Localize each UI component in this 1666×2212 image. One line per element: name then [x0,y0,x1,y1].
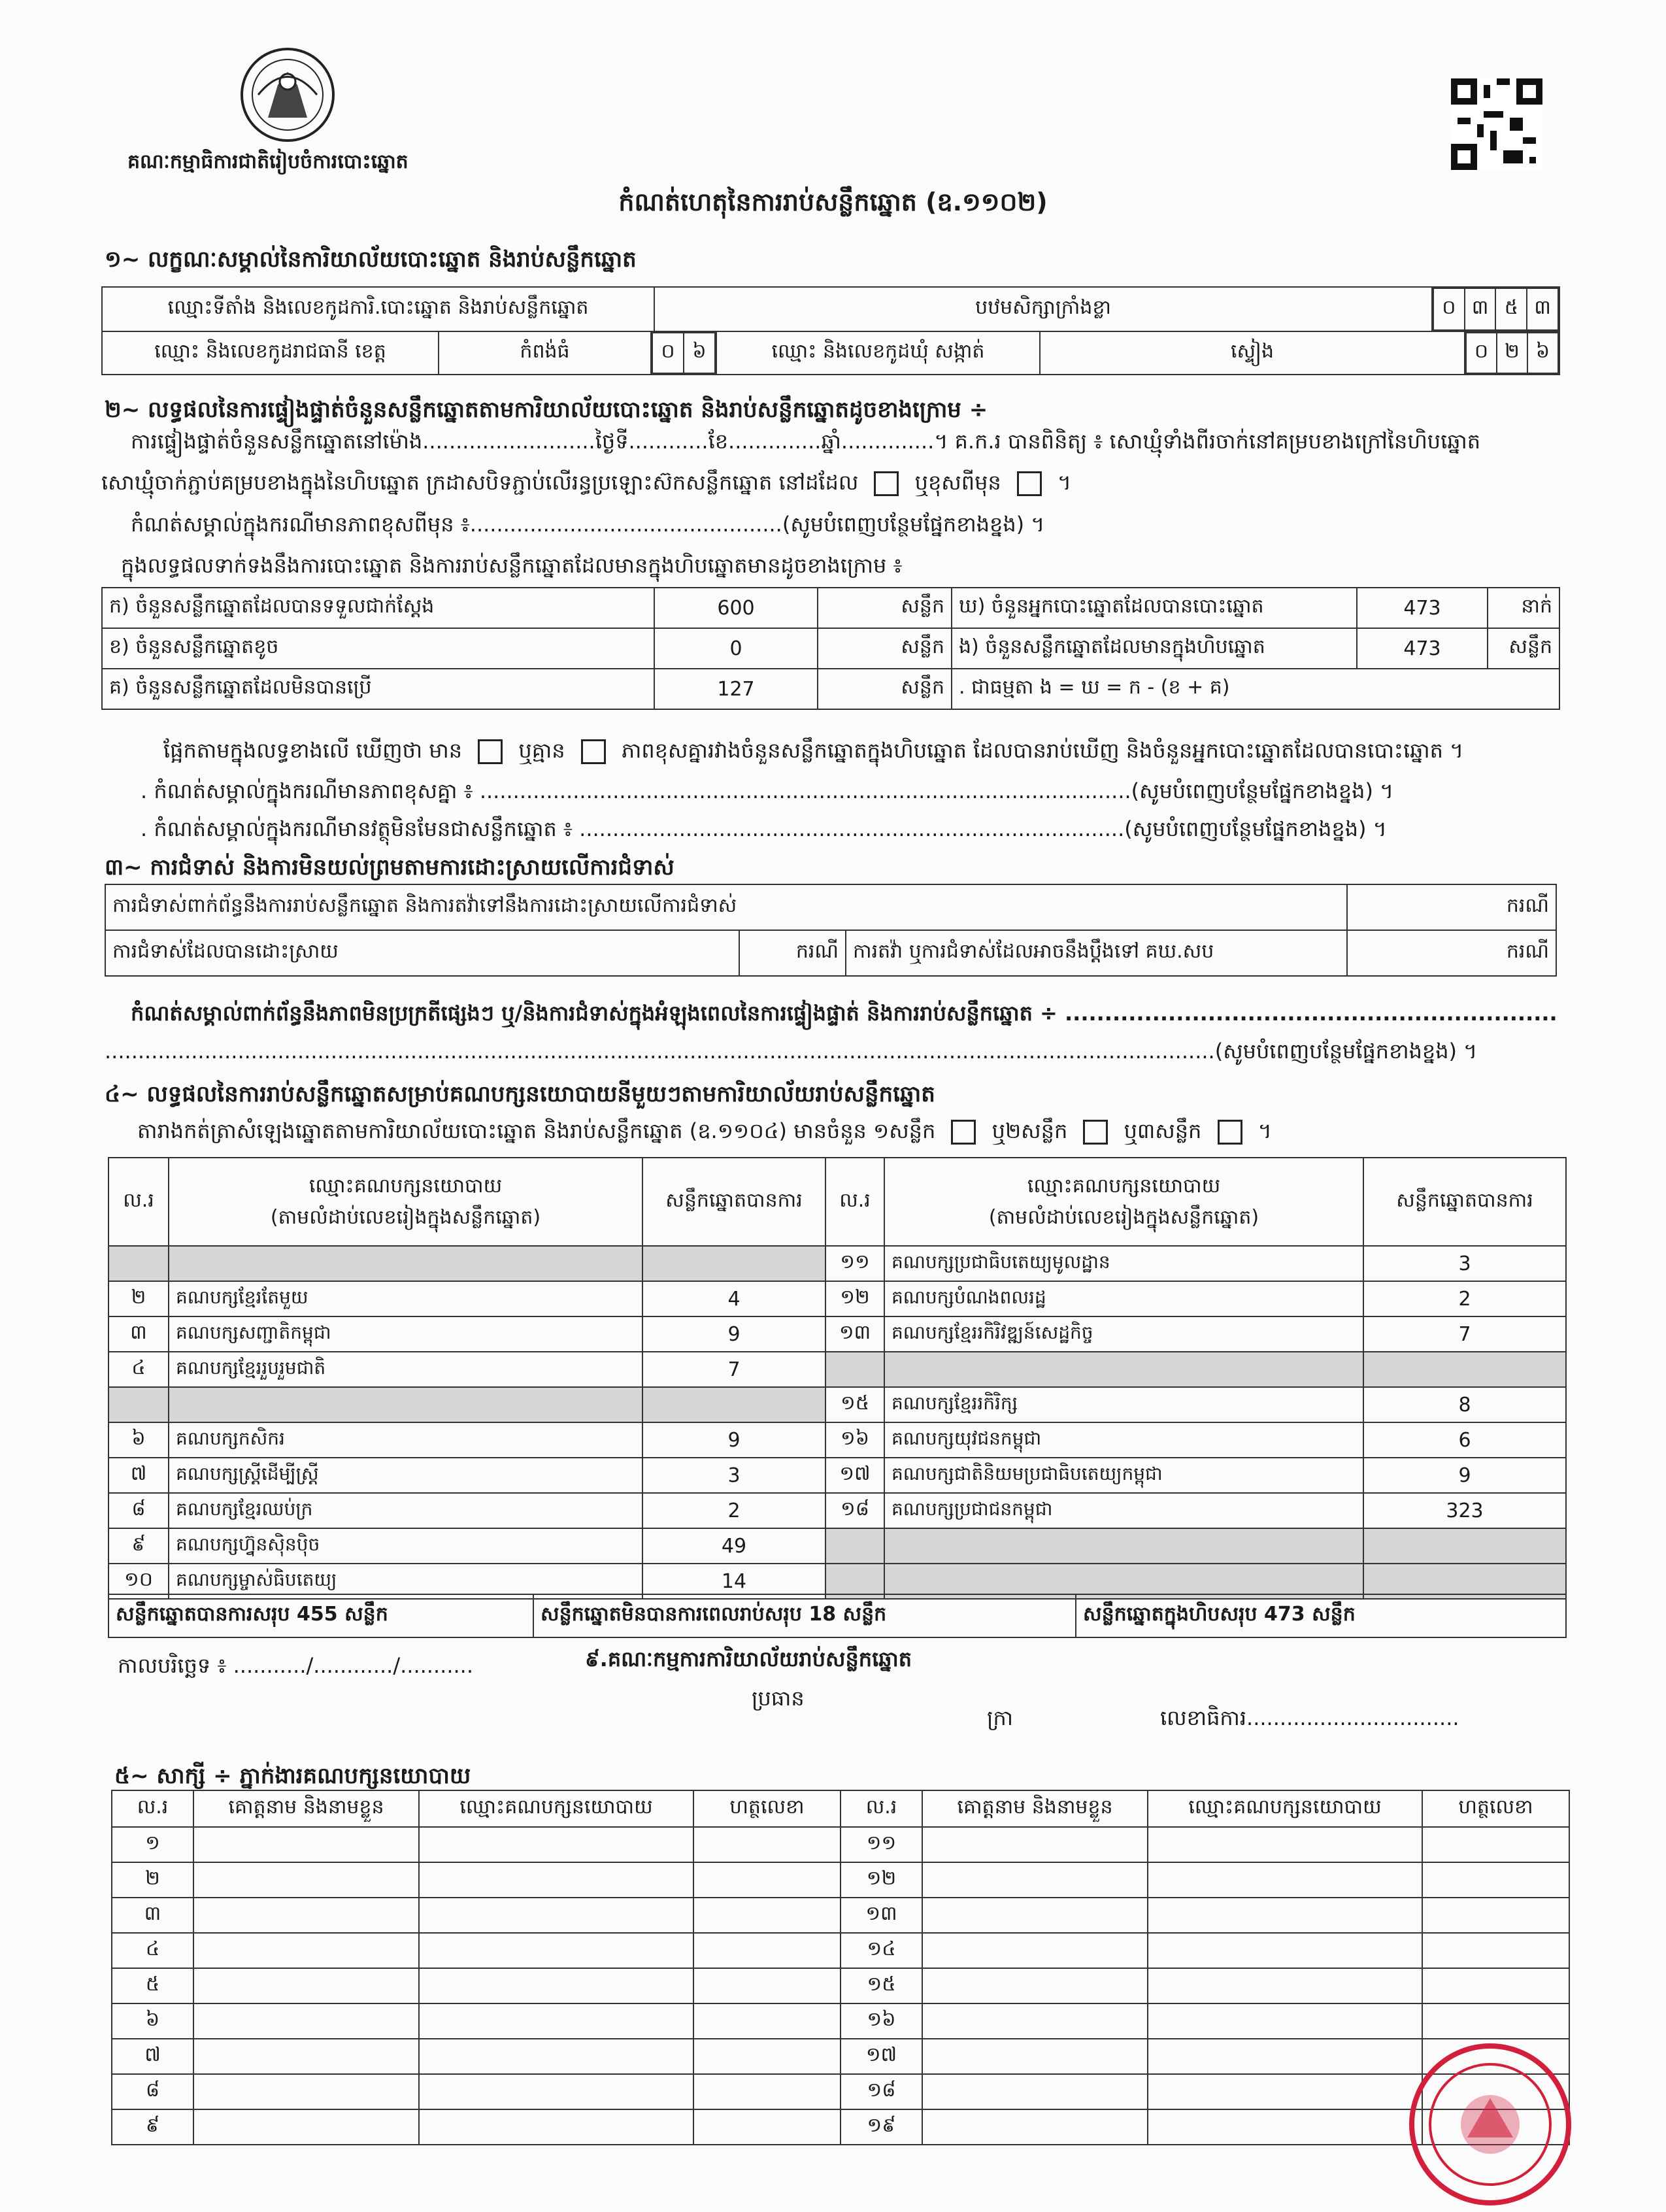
changed-checkbox[interactable] [1017,471,1042,496]
witness-signature-field[interactable] [1422,1898,1569,1933]
party-votes [1363,1352,1566,1387]
spoiled-value: 0 [654,628,818,669]
witness-number: ១៤ [841,1933,922,1968]
party-row [108,1352,1566,1387]
witness-row [112,2109,1569,2145]
witness-number: ១៧ [841,2039,922,2074]
party-votes [642,1387,825,1422]
witness-party-field[interactable] [1148,1862,1422,1898]
station-label: ឈ្មោះទីតាំង និងលេខកូដការិ.បោះឆ្នោត និងរាប់សន្លឹកឆ្នោត [102,287,654,331]
unused-unit: សន្លឹក [818,669,952,709]
section-5-heading: ៥~ សាក្សី ÷ ភ្នាក់ងារគណបក្សនយោបាយ [114,1763,471,1789]
witness-party-field[interactable] [1148,1827,1422,1862]
received-label: ក) ចំនួនសន្លឹកឆ្នោតដែលបានទទួលជាក់ស្តែង [102,588,654,628]
date-line: កាលបរិច្ឆេទ ៖ .........../............/........... [118,1653,473,1678]
party-number [108,1387,169,1422]
witness-party-field[interactable] [1148,2003,1422,2039]
party-votes: 7 [642,1352,825,1387]
witness-name-field[interactable] [193,2039,419,2074]
witness-signature-field[interactable] [693,2074,841,2109]
party-name: គណបក្សយុវជនកម្ពុជា [884,1422,1363,1458]
witness-row [112,2039,1569,2074]
witness-number: ៣ [112,1898,193,1933]
qr-code [1451,78,1542,170]
section-1-heading: ១~ លក្ខណៈសម្គាល់នៃការិយាល័យបោះឆ្នោត និងរាប់សន្លឹកឆ្នោត [105,246,637,273]
witness-name-field[interactable] [193,1968,419,2003]
witness-name-field[interactable] [193,1898,419,1933]
party-row [108,1387,1566,1422]
party-row [108,1422,1566,1458]
witness-number: ២ [112,1862,193,1898]
witness-col-header: គោត្តនាម និងនាមខ្លួន [193,1790,419,1827]
province-code-digit: ៦ [684,333,715,373]
party-row [108,1458,1566,1493]
ballot-count-table [101,587,1560,710]
party-name: គណបក្សខ្មែររកិរិក្ស [884,1387,1363,1422]
party-number: ១១ [825,1246,884,1281]
witness-col-header: ល.រ [841,1790,922,1827]
witness-party-field[interactable] [419,2039,693,2074]
party-name: គណបក្សខ្មែរឈប់ក្រ [169,1493,642,1528]
witness-signature-field[interactable] [1422,1933,1569,1968]
witness-name-field[interactable] [193,1933,419,1968]
col-party-header [169,1158,642,1246]
party-votes: 4 [642,1281,825,1316]
station-code-digit: ០ [1433,288,1465,330]
discrepancy-line [163,737,1463,768]
voters-unit: នាក់ [1488,588,1559,628]
station-code-digit: ៣ [1527,288,1558,330]
witness-party-field[interactable] [1148,1968,1422,2003]
party-name: គណបក្សបំណងពលរដ្ឋ [884,1281,1363,1316]
witness-party-field[interactable] [1148,2039,1422,2074]
one-sheet-checkbox[interactable] [951,1120,976,1145]
party-number [108,1246,169,1281]
party-name: គណបក្សសញ្ជាតិកម្ពុជា [169,1316,642,1352]
resolved-label: ការជំទាស់ដែលបានដោះស្រាយ [105,930,739,976]
sheet-count-line [137,1118,1272,1148]
nec-logo [239,46,337,144]
party-name: គណបក្សខ្មែររកិរិវឌ្ឍន៍សេដ្ឋកិច្ច [884,1316,1363,1352]
results-intro-line: ក្នុងលទ្ធផលទាក់ទងនឹងការបោះឆ្នោត និងការរាប់សន្លឹកឆ្នោតដែលមានក្នុងហិបឆ្នោតមានដូចខាងក្រោម ៖ [121,553,903,578]
party-name: គណបក្សខ្មែររួបរួមជាតិ [169,1352,642,1387]
witness-name-field[interactable] [922,2003,1148,2039]
witness-number: ៨ [112,2074,193,2109]
period-mark: ។ [1258,1118,1272,1143]
party-number: ៤ [108,1352,169,1387]
witness-number: ៧ [112,2039,193,2074]
section-2-heading: ២~ លទ្ធផលនៃការផ្ទៀងផ្ទាត់ចំនួនសន្លឹកឆ្នោតតាមការិយាល័យបោះឆ្នោត និងរាប់សន្លឹកឆ្នោតដូចខាងក្រោម ÷ [105,397,988,423]
party-name: គណបក្សហ្វ៊ុនស៊ិនប៉ិច [169,1528,642,1564]
witness-party-field[interactable] [1148,2109,1422,2145]
witness-row [112,2074,1569,2109]
commune-code-digit: ០ [1466,333,1497,373]
resolved-case: ករណី [739,930,846,976]
col-votes-header: សន្លឹកឆ្នោតបានការ [1363,1158,1566,1246]
in-box-unit: សន្លឹក [1488,628,1559,669]
party-number: ៨ [108,1493,169,1528]
irregularity-note-cont: .......................................................................................................................................................................(សូមបំពេញបន្ថែមផ្នែកខាងខ្នង) ។ [105,1039,1478,1064]
party-votes: 9 [642,1316,825,1352]
col-votes-header: សន្លឹកឆ្នោតបានការ [642,1158,825,1246]
party-row [108,1246,1566,1281]
witness-signature-field[interactable] [1422,2003,1569,2039]
party-number: ១៧ [825,1458,884,1493]
witness-party-field[interactable] [1148,1933,1422,1968]
witness-table [111,1790,1570,2145]
witness-party-field[interactable] [419,1933,693,1968]
witness-row [112,2003,1569,2039]
witness-signature-field[interactable] [1422,1862,1569,1898]
period-mark: ។ [1058,470,1072,495]
party-results-table [108,1157,1567,1600]
chair-label: ប្រធាន [752,1686,805,1711]
witness-signature-field[interactable] [693,2039,841,2074]
in-box-value: 473 [1357,628,1488,669]
commune-label: ឈ្មោះ និងលេខកូដឃុំ សង្កាត់ [716,331,1040,375]
appeal-label: ការតវ៉ា ឬការជំទាស់ដែលអាចនឹងប្តឹងទៅ គឃ.សប [846,930,1347,976]
party-name: គណបក្សប្រជាជនកម្ពុជា [884,1493,1363,1528]
witness-party-field[interactable] [419,1827,693,1862]
commune-code-digit: ២ [1497,333,1527,373]
has-discrepancy-checkbox[interactable] [478,739,503,764]
voters-value: 473 [1357,588,1488,628]
witness-row [112,1827,1569,1862]
province-name: កំពង់ធំ [439,331,651,375]
witness-number: ១ [112,1827,193,1862]
same-checkbox[interactable] [874,471,899,496]
total-invalid: សន្លឹកឆ្នោតមិនបានការពេលរាប់សរុប 18 សន្លឹក [533,1594,1076,1637]
witness-party-field[interactable] [1148,2074,1422,2109]
party-votes: 9 [642,1422,825,1458]
total-in-box: សន្លឹកឆ្នោតក្នុងហិបសរុប 473 សន្លឹក [1076,1594,1566,1637]
party-row [108,1316,1566,1352]
party-votes: 2 [1363,1281,1566,1316]
witness-row [112,1968,1569,2003]
witness-signature-field[interactable] [693,2109,841,2145]
section-3-heading: ៣~ ការជំទាស់ និងការមិនយល់ព្រមតាមការដោះស្រាយលើការជំទាស់ [105,854,675,880]
party-number: ៩ [108,1528,169,1564]
received-value: 600 [654,588,818,628]
commune-name: ស្ទៀង [1040,331,1465,375]
witness-party-field[interactable] [419,2003,693,2039]
three-sheets-checkbox[interactable] [1218,1120,1242,1145]
witness-signature-field[interactable] [693,1968,841,2003]
party-name: គណបក្សកសិករ [169,1422,642,1458]
witness-signature-field[interactable] [693,2003,841,2039]
witness-name-field[interactable] [193,2109,419,2145]
voters-label: ឃ) ចំនួនអ្នកបោះឆ្នោតដែលបានបោះឆ្នោត [952,588,1357,628]
witness-number: ១៥ [841,1968,922,2003]
station-code [1432,287,1559,331]
witness-col-header: ហត្ថលេខា [693,1790,841,1827]
party-name: គណបក្សប្រជាធិបតេយ្យមូលដ្ឋាន [884,1246,1363,1281]
witness-col-header: ហត្ថលេខា [1422,1790,1569,1827]
witness-name-field[interactable] [193,2003,419,2039]
witness-number: ១១ [841,1827,922,1862]
spoiled-unit: សន្លឹក [818,628,952,669]
party-number: ៧ [108,1458,169,1493]
witness-name-field[interactable] [922,1968,1148,2003]
discrepancy-text-b: ឬគ្មាន [518,738,565,763]
party-votes: 8 [1363,1387,1566,1422]
seal-status-text: សោឃ្មុំចាក់ភ្ជាប់គម្របខាងក្នុងនៃហិបឆ្នោត ក្រដាសបិទភ្ជាប់លើរន្ធប្រឡោះស៊កសន្លឹកឆ្នោត នៅដដែល [101,470,859,495]
col-party-subtitle: (តាមលំដាប់លេខរៀងក្នុងសន្លឹកឆ្នោត) [988,1205,1259,1229]
party-name [169,1387,642,1422]
witness-name-field[interactable] [922,2109,1148,2145]
complaints-table [105,884,1557,977]
party-votes [642,1246,825,1281]
witness-row [112,1862,1569,1898]
province-label: ឈ្មោះ និងលេខកូដរាជធានី ខេត្ត [102,331,439,375]
document-title: កំណត់ហេតុនៃការរាប់សន្លឹកឆ្នោត (ឧ.១១០២) [618,188,1048,216]
party-number: ១០ [108,1564,169,1599]
sheet-count-text: តារាងកត់ត្រាសំឡេងឆ្នោតតាមការិយាល័យបោះឆ្នោត និងរាប់សន្លឹកឆ្នោត (ឧ.១១០៤) មានចំនួន ១សន្លឹក [137,1118,936,1143]
org-name: គណៈកម្មាធិការជាតិរៀបចំការបោះឆ្នោត [127,150,408,173]
witness-number: ៦ [112,2003,193,2039]
witness-number: ៩ [112,2109,193,2145]
party-name: គណបក្សខ្មែរតែមួយ [169,1281,642,1316]
party-votes: 9 [1363,1458,1566,1493]
witness-name-field[interactable] [922,1898,1148,1933]
discrepancy-text-c: ភាពខុសគ្នារវាងចំនួនសន្លឹកឆ្នោតក្នុងហិបឆ្នោត ដែលបានរាប់ឃើញ និងចំនួនអ្នកបោះឆ្នោតដែលបានបោះឆ្នោត ។ [621,738,1464,763]
party-number: ៣ [108,1316,169,1352]
complaints-label: ការជំទាស់ពាក់ព័ន្ធនឹងការរាប់សន្លឹកឆ្នោត និងការតវ៉ាទៅនឹងការដោះស្រាយលើការជំទាស់ [105,884,1347,930]
party-number: ១២ [825,1281,884,1316]
discrepancy-note: . កំណត់សម្គាល់ក្នុងករណីមានភាពខុសគ្នា ៖ ..................................................................................................(សូមបំពេញបន្ថែមផ្នែកខាងខ្នង) ។ [141,779,1394,803]
witness-signature-field[interactable] [693,1933,841,1968]
total-valid: សន្លឹកឆ្នោតបានការសរុប 455 សន្លឹក [108,1594,533,1637]
col-party-title: ឈ្មោះគណបក្សនយោបាយ [1027,1174,1221,1198]
party-votes: 7 [1363,1316,1566,1352]
verification-line: ការផ្ទៀងផ្ទាត់ចំនួនសន្លឹកឆ្នោតនៅម៉ោង..........................ថ្ងៃទី............ខែ..............ឆ្នាំ..............។ គ.ក.រ បានពិនិត្យ ៖ សោឃ្មុំទាំងពីរចាក់នៅគម្របខាងក្រៅនៃហិបឆ្នោត [131,429,1481,454]
irregularity-note: កំណត់សម្គាល់ពាក់ព័ន្ធនឹងភាពមិនប្រក្រតីផ្សេងៗ ឬ/និងការជំទាស់ក្នុងអំឡុងពេលនៃការផ្ទៀងផ្ទាត់ និងការរាប់សន្លឹកឆ្នោត ÷ .............................................................. [131,1001,1558,1026]
appeal-case: ករណី [1347,930,1556,976]
party-name [169,1246,642,1281]
col-no-header: ល.រ [108,1158,169,1246]
official-stamp [1405,2039,1575,2209]
section-4-heading: ៤~ លទ្ធផលនៃការរាប់សន្លឹកឆ្នោតសម្រាប់គណបក្សនយោបាយនីមួយៗតាមការិយាល័យរាប់សន្លឹកឆ្នោត [105,1081,935,1107]
discrepancy-text-a: ផ្អែកតាមក្នុងលទ្ធខាងលើ ឃើញថា មាន [163,738,463,763]
witness-number: ១៨ [841,2074,922,2109]
col-no-header: ល.រ [825,1158,884,1246]
witness-col-header: ឈ្មោះគណបក្សនយោបាយ [419,1790,693,1827]
station-code-digit: ៣ [1465,288,1496,330]
spoiled-label: ខ) ចំនួនសន្លឹកឆ្នោតខូច [102,628,654,669]
party-name: គណបក្សជាតិនិយមប្រជាធិបតេយ្យកម្ពុជា [884,1458,1363,1493]
party-votes: 2 [642,1493,825,1528]
party-name [884,1528,1363,1564]
col-party-subtitle: (តាមលំដាប់លេខរៀងក្នុងសន្លឹកឆ្នោត) [270,1205,541,1229]
witness-signature-field[interactable] [693,1862,841,1898]
witness-name-field[interactable] [922,1933,1148,1968]
witness-number: ១៣ [841,1898,922,1933]
party-number [825,1528,884,1564]
location-table [101,331,1560,375]
formula-note: . ជាធម្មតា ង = ឃ = ក - (ខ + គ) [952,669,1559,709]
witness-party-field[interactable] [419,1968,693,2003]
party-number: ១៨ [825,1493,884,1528]
station-code-digit: ៥ [1495,288,1527,330]
party-name: គណបក្សស្ត្រីដើម្បីស្ត្រី [169,1458,642,1493]
col-party-header [884,1158,1363,1246]
party-row [108,1528,1566,1564]
party-number [825,1352,884,1387]
witness-col-header: ល.រ [112,1790,193,1827]
witness-party-field[interactable] [419,2109,693,2145]
committee-title: ៩.គណៈកម្មការការិយាល័យរាប់សន្លឹកឆ្នោត [585,1647,912,1671]
witness-number: ១២ [841,1862,922,1898]
party-votes [1363,1528,1566,1564]
witness-name-field[interactable] [922,2039,1148,2074]
witness-name-field[interactable] [193,1862,419,1898]
commune-code [1465,331,1559,375]
received-unit: សន្លឹក [818,588,952,628]
party-row [108,1281,1566,1316]
party-votes: 323 [1363,1493,1566,1528]
party-number: ៦ [108,1422,169,1458]
witness-signature-field[interactable] [693,1898,841,1933]
witness-name-field[interactable] [193,1827,419,1862]
unused-value: 127 [654,669,818,709]
party-votes: 6 [1363,1422,1566,1458]
witness-name-field[interactable] [922,2074,1148,2109]
clerk-label: ក្រា [987,1705,1013,1730]
witness-number: ១៦ [841,2003,922,2039]
complaints-case: ករណី [1347,884,1556,930]
party-votes: 3 [1363,1246,1566,1281]
province-code [651,331,716,375]
witness-number: ៥ [112,1968,193,2003]
station-name: បឋមសិក្សាក្រាំងខ្លា [654,287,1432,331]
party-votes: 14 [642,1564,825,1599]
three-sheets-label: ឬ៣សន្លឹក [1124,1118,1202,1143]
witness-party-field[interactable] [1148,1898,1422,1933]
changed-label: ឬខុសពីមុន [914,470,1001,495]
in-box-label: ង) ចំនួនសន្លឹកឆ្នោតដែលមានក្នុងហិបឆ្នោត [952,628,1357,669]
commune-code-digit: ៦ [1527,333,1558,373]
party-votes: 3 [642,1458,825,1493]
witness-signature-field[interactable] [693,1827,841,1862]
station-info-table [101,286,1560,332]
foreign-object-note: . កំណត់សម្គាល់ក្នុងករណីមានវត្ថុមិនមែនជាសន្លឹកឆ្នោត ៖ ..................................................................................(សូមបំពេញបន្ថែមផ្នែកខាងខ្នង) ។ [141,816,1387,841]
secretary-label: លេខាធិការ................................ [1160,1705,1459,1730]
unused-label: គ) ចំនួនសន្លឹកឆ្នោតដែលមិនបានប្រើ [102,669,654,709]
seal-status-line [101,469,1071,500]
witness-number: ៤ [112,1933,193,1968]
witness-party-field[interactable] [419,2074,693,2109]
witness-party-field[interactable] [419,1898,693,1933]
party-number: ១៥ [825,1387,884,1422]
two-sheets-checkbox[interactable] [1083,1120,1108,1145]
col-party-title: ឈ្មោះគណបក្សនយោបាយ [308,1174,503,1198]
no-discrepancy-checkbox[interactable] [581,739,606,764]
party-name: គណបក្សម្ចាស់ធិបតេយ្យ [169,1564,642,1599]
witness-name-field[interactable] [922,1862,1148,1898]
province-code-digit: ០ [652,333,684,373]
witness-name-field[interactable] [193,2074,419,2109]
witness-signature-field[interactable] [1422,1968,1569,2003]
party-number: ២ [108,1281,169,1316]
witness-row [112,1898,1569,1933]
witness-col-header: ឈ្មោះគណបក្សនយោបាយ [1148,1790,1422,1827]
witness-name-field[interactable] [922,1827,1148,1862]
witness-number: ១៩ [841,2109,922,2145]
witness-row [112,1933,1569,1968]
two-sheets-label: ឬ២សន្លឹក [991,1118,1068,1143]
party-row [108,1493,1566,1528]
difference-note-line: កំណត់សម្គាល់ក្នុងករណីមានភាពខុសពីមុន ៖...............................................(សូមបំពេញបន្ថែមផ្នែកខាងខ្នង) ។ [131,512,1045,537]
witness-party-field[interactable] [419,1862,693,1898]
witness-col-header: គោត្តនាម និងនាមខ្លួន [922,1790,1148,1827]
party-number: ១៣ [825,1316,884,1352]
party-name [884,1352,1363,1387]
totals-table [108,1594,1567,1638]
party-votes: 49 [642,1528,825,1564]
witness-signature-field[interactable] [1422,1827,1569,1862]
party-number: ១៦ [825,1422,884,1458]
